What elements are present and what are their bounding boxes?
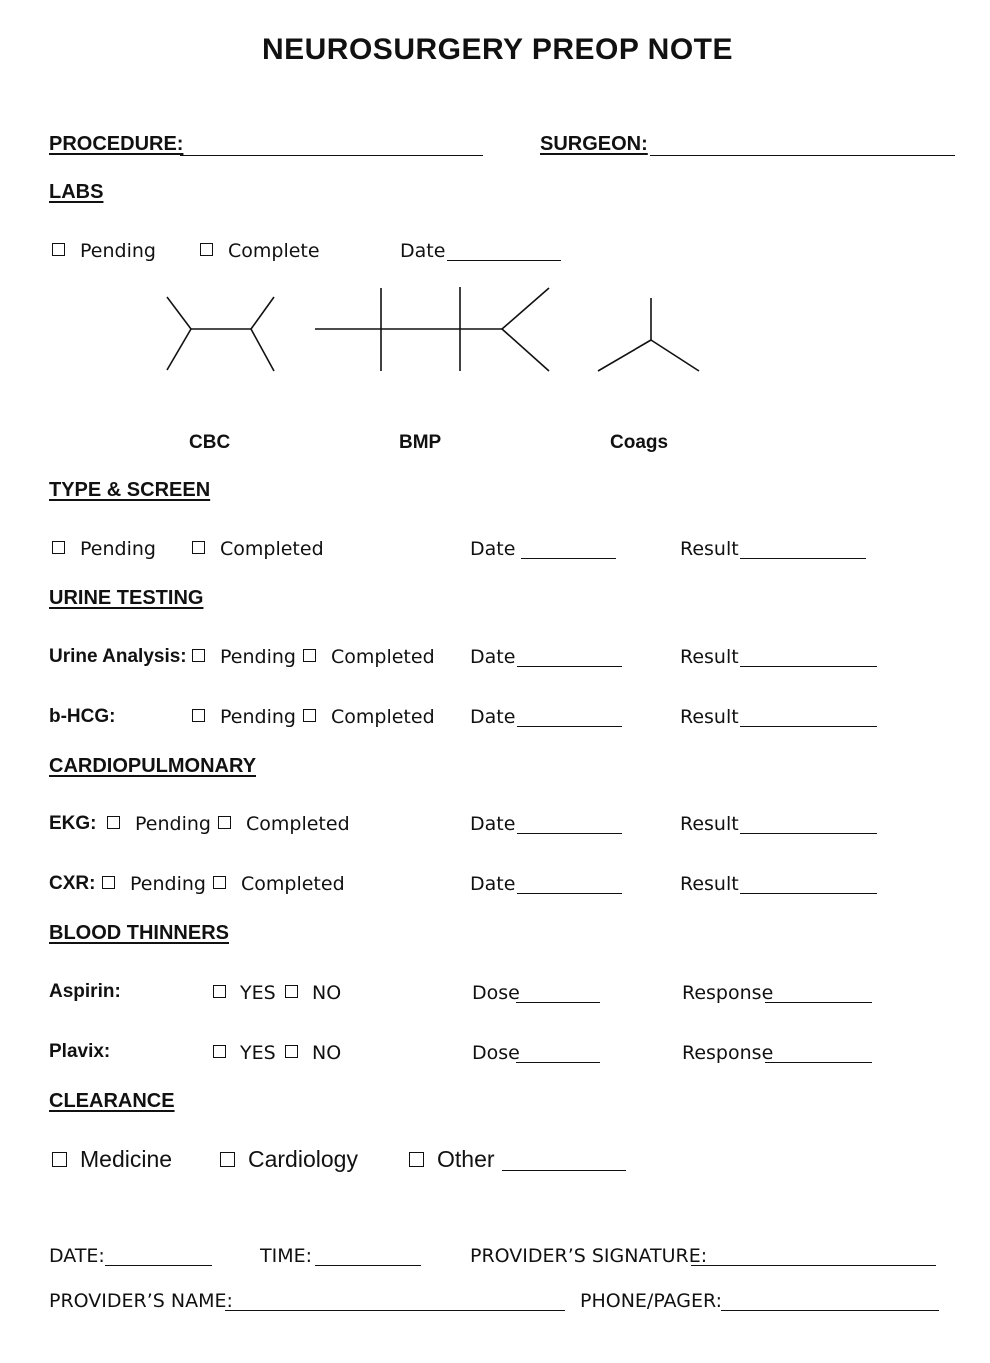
aspirin-dose-label: Dose (472, 982, 520, 1004)
cbc-caption: CBC (189, 432, 231, 453)
cxr-completed-label: Completed (241, 873, 345, 895)
ts-result-field[interactable] (740, 558, 866, 559)
medicine-label: Medicine (80, 1146, 173, 1172)
thinners-heading: BLOOD THINNERS (49, 922, 229, 944)
aspirin-dose-field[interactable] (516, 1002, 600, 1003)
footer-name-field[interactable] (225, 1310, 565, 1311)
ua-completed-checkbox[interactable] (303, 649, 316, 662)
ts-completed-checkbox[interactable] (192, 541, 205, 554)
ua-result-label: Result (680, 646, 739, 668)
aspirin-no-checkbox[interactable] (285, 985, 298, 998)
ua-result-field[interactable] (740, 666, 877, 667)
bmp-diagram (315, 287, 549, 371)
ua-completed-label: Completed (331, 646, 435, 668)
plavix-label: Plavix: (49, 1041, 111, 1062)
ekg-completed-label: Completed (246, 813, 350, 835)
cxr-result-label: Result (680, 873, 739, 895)
procedure-label: PROCEDURE: (49, 133, 184, 155)
aspirin-response-label: Response (682, 982, 774, 1004)
surgeon-label: SURGEON: (540, 133, 648, 155)
page-title: NEUROSURGERY PREOP NOTE (261, 33, 734, 66)
plavix-no-label: NO (312, 1042, 342, 1064)
plavix-response-field[interactable] (765, 1062, 872, 1063)
ua-date-label: Date (470, 646, 516, 668)
ekg-completed-checkbox[interactable] (218, 816, 231, 829)
ua-pending-checkbox[interactable] (192, 649, 205, 662)
bhcg-result-field[interactable] (740, 726, 877, 727)
footer-phone-field[interactable] (721, 1310, 939, 1311)
coags-caption: Coags (610, 432, 669, 453)
cxr-result-field[interactable] (740, 893, 877, 894)
ekg-label: EKG: (49, 813, 97, 834)
other-field[interactable] (502, 1170, 626, 1171)
coags-diagram (598, 298, 699, 371)
footer-date-label: DATE: (49, 1245, 105, 1267)
type-screen-heading: TYPE & SCREEN (49, 479, 211, 501)
ua-date-field[interactable] (517, 666, 622, 667)
ekg-date-field[interactable] (517, 833, 622, 834)
ts-pending-checkbox[interactable] (52, 541, 65, 554)
labs-complete-label: Complete (228, 240, 320, 262)
urine-analysis-label: Urine Analysis: (49, 646, 187, 667)
plavix-dose-label: Dose (472, 1042, 520, 1064)
footer-phone-label: PHONE/PAGER: (580, 1290, 722, 1312)
cxr-completed-checkbox[interactable] (213, 876, 226, 889)
clearance-heading: CLEARANCE (49, 1090, 175, 1112)
bhcg-completed-checkbox[interactable] (303, 709, 316, 722)
cxr-date-label: Date (470, 873, 516, 895)
cbc-diagram (167, 297, 274, 371)
bhcg-date-label: Date (470, 706, 516, 728)
ts-completed-label: Completed (220, 538, 324, 560)
aspirin-no-label: NO (312, 982, 342, 1004)
ekg-result-field[interactable] (740, 833, 877, 834)
plavix-response-label: Response (682, 1042, 774, 1064)
plavix-dose-field[interactable] (516, 1062, 600, 1063)
cardiology-label: Cardiology (248, 1146, 358, 1172)
footer-time-label: TIME: (260, 1245, 313, 1267)
other-checkbox[interactable] (409, 1152, 424, 1167)
footer-name-label: PROVIDER’S NAME: (49, 1290, 233, 1312)
cxr-pending-checkbox[interactable] (102, 876, 115, 889)
cxr-date-field[interactable] (517, 893, 622, 894)
ts-date-field[interactable] (521, 558, 616, 559)
urine-heading: URINE TESTING (49, 587, 204, 609)
ua-pending-label: Pending (220, 646, 296, 668)
labs-date-label: Date (400, 240, 446, 262)
cardiology-checkbox[interactable] (220, 1152, 235, 1167)
ekg-pending-label: Pending (135, 813, 211, 835)
lab-diagrams (0, 0, 990, 420)
labs-pending-label: Pending (80, 240, 156, 262)
footer-date-field[interactable] (105, 1265, 212, 1266)
aspirin-yes-checkbox[interactable] (213, 985, 226, 998)
cxr-pending-label: Pending (130, 873, 206, 895)
medicine-checkbox[interactable] (52, 1152, 67, 1167)
aspirin-label: Aspirin: (49, 981, 121, 1002)
ts-pending-label: Pending (80, 538, 156, 560)
bhcg-pending-label: Pending (220, 706, 296, 728)
plavix-yes-checkbox[interactable] (213, 1045, 226, 1058)
bhcg-pending-checkbox[interactable] (192, 709, 205, 722)
ekg-date-label: Date (470, 813, 516, 835)
plavix-no-checkbox[interactable] (285, 1045, 298, 1058)
aspirin-yes-label: YES (240, 982, 276, 1004)
bhcg-completed-label: Completed (331, 706, 435, 728)
footer-signature-field[interactable] (691, 1265, 936, 1266)
bhcg-date-field[interactable] (517, 726, 622, 727)
aspirin-response-field[interactable] (765, 1002, 872, 1003)
footer-signature-label: PROVIDER’S SIGNATURE: (470, 1245, 708, 1267)
bhcg-label: b-HCG: (49, 706, 116, 727)
footer-time-field[interactable] (315, 1265, 421, 1266)
labs-heading: LABS (49, 181, 104, 203)
cxr-label: CXR: (49, 873, 96, 894)
other-label: Other (437, 1146, 495, 1172)
ts-date-label: Date (470, 538, 516, 560)
bhcg-result-label: Result (680, 706, 739, 728)
cardio-heading: CARDIOPULMONARY (49, 755, 257, 777)
ekg-pending-checkbox[interactable] (107, 816, 120, 829)
bmp-caption: BMP (399, 432, 442, 453)
plavix-yes-label: YES (240, 1042, 276, 1064)
ekg-result-label: Result (680, 813, 739, 835)
ts-result-label: Result (680, 538, 739, 560)
